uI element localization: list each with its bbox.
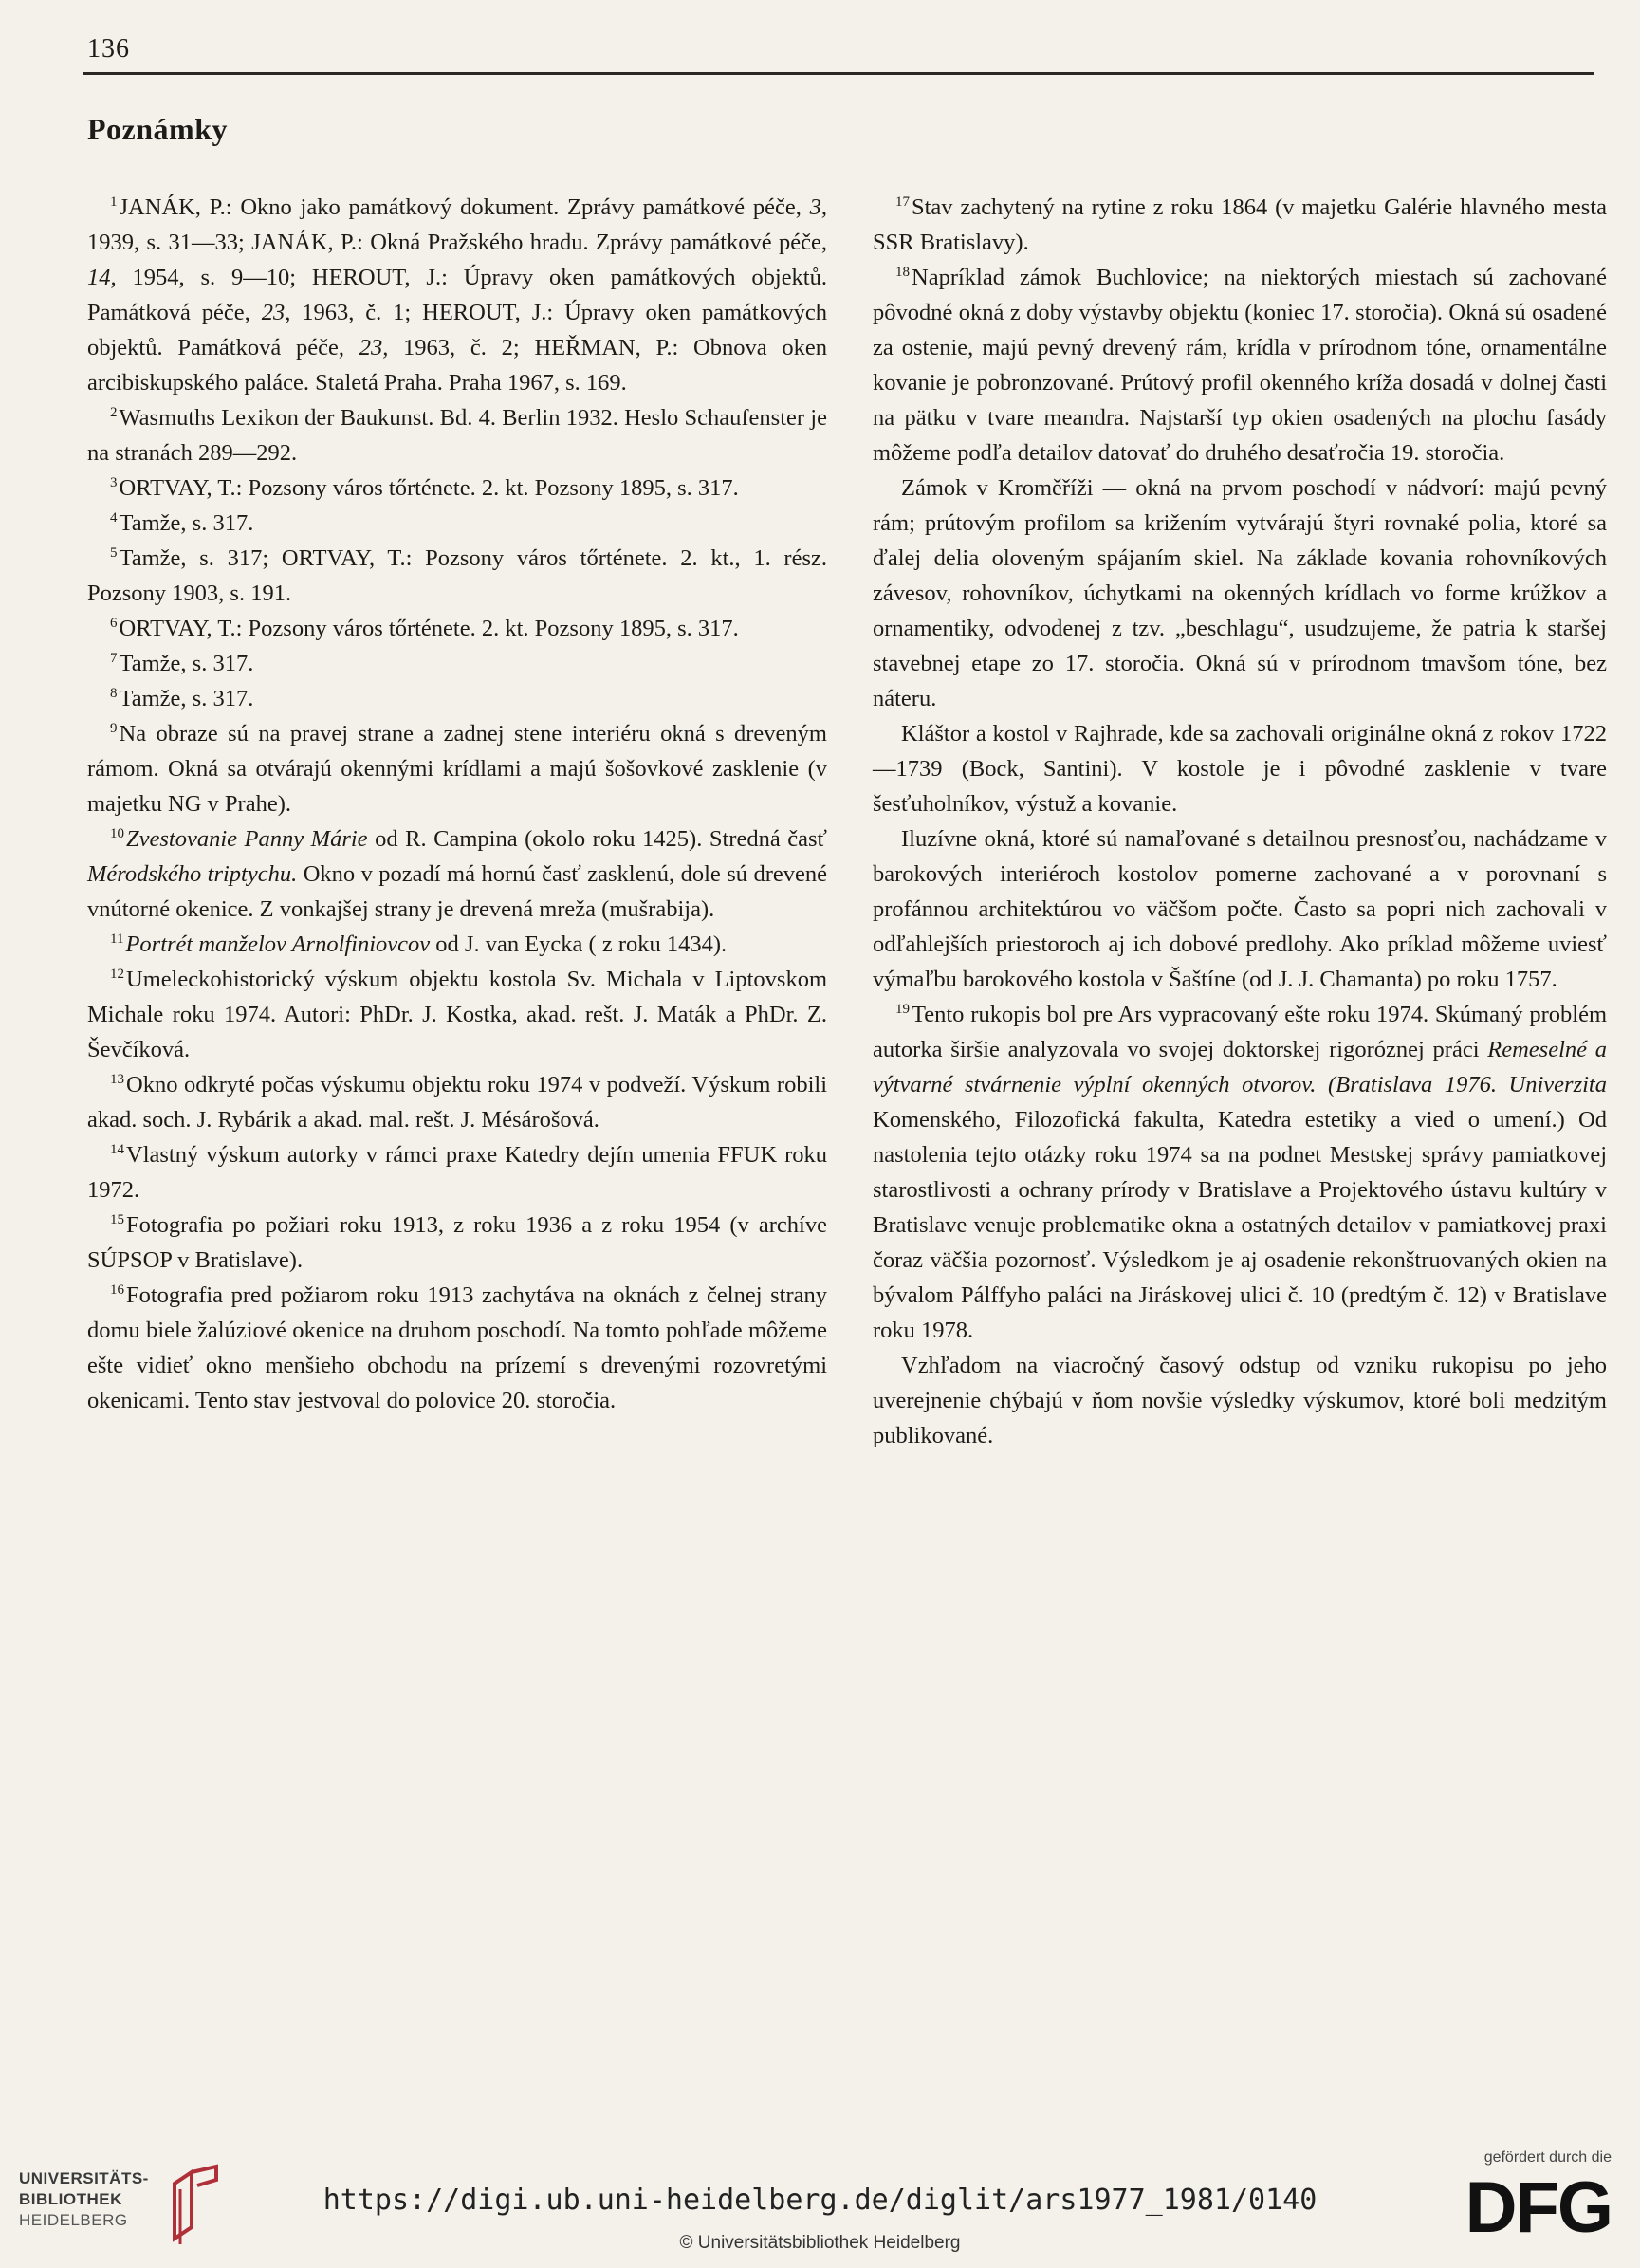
footnote-1 — [87, 190, 827, 400]
footnote-text: Umeleckohistorický výskum objektu kostola Sv. Michala v Liptovskom Michale roku 1974. Autori: PhDr. J. Kostka, akad. rešt. J. Maták a PhDr. Z. Ševčíková. — [87, 967, 827, 1062]
footnote-number: 15 — [110, 1212, 124, 1227]
footnote-number: 3 — [110, 475, 118, 490]
footnote-text: ORTVAY, T.: Pozsony város tőrténete. 2. kt. Pozsony 1895, s. 317. — [119, 616, 739, 641]
footnote-text: Tamže, s. 317. — [119, 651, 254, 676]
footnote-9 — [87, 716, 827, 821]
dfg-label: gefördert durch die — [1483, 2149, 1612, 2166]
footnote-text: Wasmuths Lexikon der Baukunst. Bd. 4. Berlin 1932. Heslo Schaufenster je na stranách 289—292. — [87, 405, 827, 466]
page-number: 136 — [87, 34, 130, 64]
footnote-number: 11 — [110, 931, 124, 947]
logo-line-3: HEIDELBERG — [19, 2211, 128, 2229]
paragraph-closing: Vzhľadom na viacročný časový odstup od vzniku rukopisu po jeho uverejnenie chýbajú v ňom novšie výsledky výskumov, ktoré boli medzitým publikované. — [873, 1353, 1607, 1448]
footnote-19 — [873, 997, 1607, 1348]
footnote-16 — [87, 1278, 827, 1418]
footnote-number: 2 — [110, 405, 118, 420]
footnote-text: Okno odkryté počas výskumu objektu roku 1974 v podveží. Výskum robili akad. soch. J. Rybárik a akad. mal. rešt. J. Mésárošová. — [87, 1072, 827, 1133]
footnote-text: JANÁK, P.: Okno jako památkový dokument. Zprávy památkové péče, 3, 1939, s. 31—33; JANÁK, P.: Okná Pražského hradu. Zprávy památkové péče, 14, 1954, s. 9—10; HEROUT, J.: Úpravy oken památkových objektů. Památková péče, 23, 1963, č. 1; HEROUT, J.: Úpravy oken památkových objektů. Památková péče, 23, 1963, č. 2; HEŘMAN, P.: Obnova oken arcibiskupského paláce. Staletá Praha. Praha 1967, s. 169. — [87, 194, 827, 396]
footnote-number: 5 — [110, 545, 118, 561]
footnote-6 — [87, 611, 827, 646]
logo-line-2: BIBLIOTHEK — [19, 2190, 122, 2208]
footnote-text: ORTVAY, T.: Pozsony város tőrténete. 2. kt. Pozsony 1895, s. 317. — [119, 475, 739, 501]
footnote-text: Tamže, s. 317. — [119, 686, 254, 711]
footnote-3 — [87, 470, 827, 506]
footnote-text: Stav zachytený na rytine z roku 1864 (v majetku Galérie hlavného mesta SSR Bratislavy). — [873, 194, 1607, 255]
footnote-number: 17 — [895, 194, 910, 210]
footnote-number: 1 — [110, 194, 118, 210]
footnote-12 — [87, 962, 827, 1067]
footnote-number: 19 — [895, 1002, 910, 1017]
footer — [0, 2134, 1640, 2268]
footnote-number: 18 — [895, 265, 910, 280]
footnote-text: Na obraze sú na pravej strane a zadnej stene interiéru okná s dreveným rámom. Okná sa otvárajú okennými krídlami a majú šošovkové zasklenie (v majetku NG v Prahe). — [87, 721, 827, 817]
footnote-number: 4 — [110, 510, 118, 526]
footnote-number: 14 — [110, 1142, 124, 1157]
footnote-number: 12 — [110, 967, 124, 982]
paragraph-illusive-windows: Iluzívne okná, ktoré sú namaľované s detailnou presnosťou, nachádzame v barokových interiéroch kostolov pomerne zachované a v porovnaní s profánnou architektúrou vo väčšom počte. Často sa popri nich zachovali v odľahlejších priestoroch aj ich dobové predlohy. Ako príklad môžeme uviesť výmaľbu barokového kostola v Šaštíne (od J. J. Chamanta) po roku 1757. — [873, 826, 1607, 992]
footnote-text: Zvestovanie Panny Márie od R. Campina (okolo roku 1425). Stredná časť Mérodského triptychu. Okno v pozadí má hornú časť zasklenú, dole sú drevené vnútorné okenice. Z vonkajšej strany je drevená mreža (mušrabija). — [87, 826, 827, 922]
footnote-number: 13 — [110, 1072, 124, 1087]
footnote-7 — [87, 646, 827, 681]
header-rule — [83, 72, 1594, 75]
footnote-text: Vlastný výskum autorky v rámci praxe Katedry dejín umenia FFUK roku 1972. — [87, 1142, 827, 1203]
footnote-text: Napríklad zámok Buchlovice; na niektorých miestach sú zachované pôvodné okná z doby výstavby objektu (koniec 17. storočia). Okná sú osadené za ostenie, majú pevný drevený rám, krídla v prírodnom tóne, ornamentálne kovanie je pobronzované. Prútový profil okenného kríža dosadá v dolnej časti na pätku v tvare meandra. Najstarší typ okien osadených na plochu fasády môžeme podľa detailov datovať do druhého desaťročia 19. storočia. — [873, 265, 1607, 466]
footnote-number: 16 — [110, 1282, 124, 1298]
footnote-2 — [87, 400, 827, 470]
footnote-number: 8 — [110, 686, 118, 701]
footnote-10 — [87, 821, 827, 927]
paragraph-rajhrad: Kláštor a kostol v Rajhrade, kde sa zachovali originálne okná z rokov 1722—1739 (Bock, Santini). V kostole je i pôvodné zasklenie v tvare šesťuholníkov, výstuž a kovanie. — [873, 721, 1607, 817]
footnote-number: 7 — [110, 651, 118, 666]
footnote-5 — [87, 541, 827, 611]
footnote-text: Tamže, s. 317. — [119, 510, 254, 536]
source-url-link[interactable]: https://digi.ub.uni-heidelberg.de/diglit/ars1977_1981/0140 — [322, 2184, 1318, 2217]
footnote-number: 10 — [110, 826, 124, 841]
paragraph-kromeriz: Zámok v Kroměříži — okná na prvom poschodí v nádvorí: majú pevný rám; prútovým profilom sa križením vytvárajú štyri rovnaké polia, ktoré sa ďalej delia oloveným spájaním skiel. Na základe kovania rohovníkových závesov, rohovníkov, úchytkami na okenných krídlach vo forme krúžkov a ornamentiky, odvodenej z tzv. „beschlagu“, usudzujeme, že patria k staršej stavebnej etape zo 17. storočia. Okná sú v prírodnom tmavšom tóne, bez náteru. — [873, 475, 1607, 711]
dfg-wordmark: DFG — [1465, 2167, 1612, 2248]
footnote-number: 6 — [110, 616, 118, 631]
footnote-text: Fotografia pred požiarom roku 1913 zachytáva na oknách z čelnej strany domu biele žalúziové okenice na druhom poschodí. Na tomto pohľade môžeme ešte vidieť okno menšieho obchodu na prízemí s drevenými rozovretými okenicami. Tento stav jestvoval do polovice 20. storočia. — [87, 1282, 827, 1413]
footnote-text: Tento rukopis bol pre Ars vypracovaný ešte roku 1974. Skúmaný problém autorka širšie analyzovala vo svojej doktorskej rigoróznej práci Remeselné a výtvarné stvárnenie výplní okenných otvorov. (Bratislava 1976. Univerzita Komenského, Filozofická fakulta, Katedra estetiky a vied o umení.) Od nastolenia tejto otázky roku 1974 sa na podnet Mestskej správy pamiatkovej starostlivosti a ochrany prírody v Bratislave a Projektového ústavu kultúry v Bratislave venuje problematike okna a ostatných detailov v pamiatkovej praxi čoraz väčšia pozornosť. Výsledkom je aj osadenie rekonštruovaných okien na bývalom Pálffyho paláci na Jiráskovej ulici č. 10 (predtým č. 12) v Bratislave roku 1978. — [873, 1002, 1607, 1343]
footnote-18 — [873, 260, 1607, 470]
dfg-logo[interactable] — [1422, 2149, 1612, 2248]
logo-line-1: UNIVERSITÄTS- — [19, 2169, 149, 2187]
right-column — [873, 190, 1607, 1453]
section-heading: Poznámky — [87, 112, 228, 146]
footnote-number: 9 — [110, 721, 118, 736]
footnote-4 — [87, 506, 827, 541]
footnote-text: Fotografia po požiari roku 1913, z roku 1936 a z roku 1954 (v archíve SÚPSOP v Bratislave). — [87, 1212, 827, 1273]
footnote-15 — [87, 1208, 827, 1278]
footnote-14 — [87, 1137, 827, 1208]
footnote-text: Portrét manželov Arnolfiniovcov od J. van Eycka ( z roku 1434). — [125, 931, 728, 957]
footnote-text: Tamže, s. 317; ORTVAY, T.: Pozsony város tőrténete. 2. kt., 1. rész. Pozsony 1903, s. 191. — [87, 545, 827, 606]
footnote-11 — [87, 927, 827, 962]
copyright-notice: © Universitätsbibliothek Heidelberg — [679, 2233, 961, 2253]
footnote-17 — [873, 190, 1607, 260]
footnote-8 — [87, 681, 827, 716]
footnote-13 — [87, 1067, 827, 1137]
left-column — [87, 190, 827, 1418]
